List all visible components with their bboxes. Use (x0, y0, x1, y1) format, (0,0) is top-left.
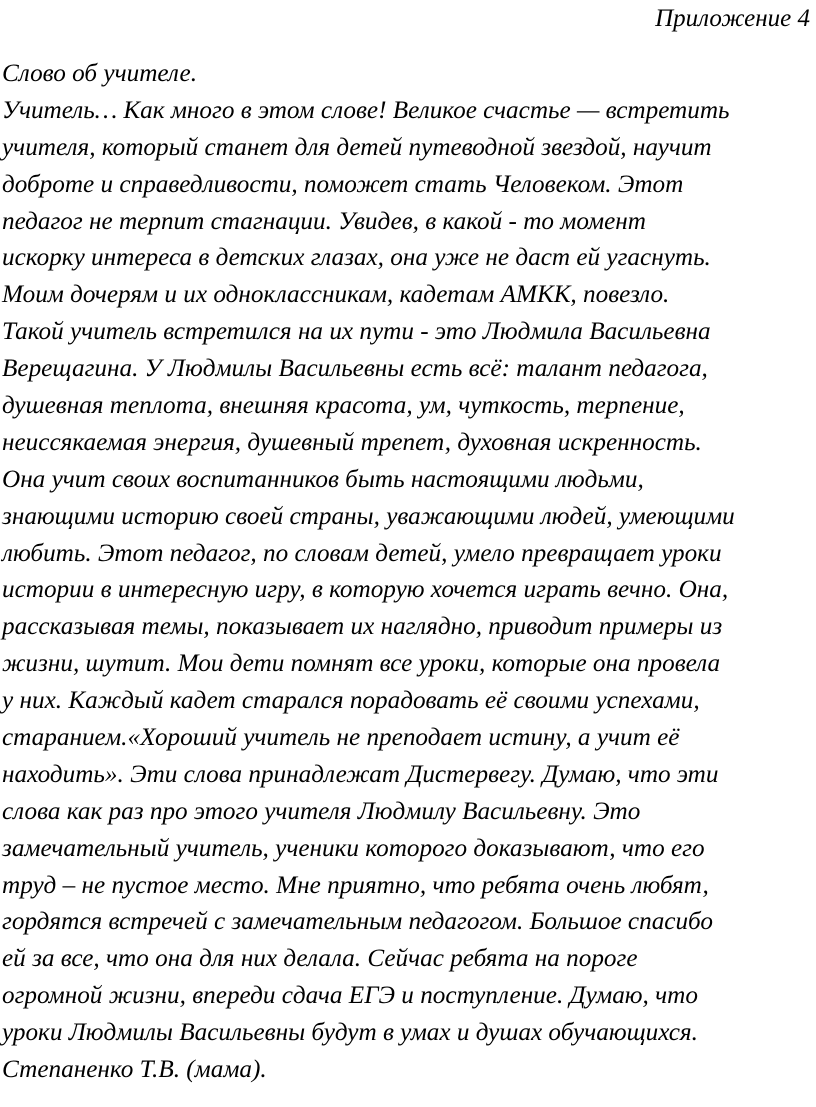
text-line: неиссякаемая энергия, душевный трепет, духовная искренность. (2, 428, 702, 456)
text-line: огромной жизни, впереди сдача ЕГЭ и поступление. Думаю, что (2, 982, 698, 1010)
text-line: рассказывая темы, показывает их наглядно, приводит примеры из (2, 613, 723, 641)
text-line: слова как раз про этого учителя Людмилу Васильевну. Это (2, 797, 641, 825)
text-line: гордятся встречей с замечательным педагогом. Большое спасибо (2, 908, 713, 936)
text-line: истории в интересную игру, в которую хочется играть вечно. Она, (2, 576, 729, 604)
text-line: любить. Этот педагог, по словам детей, умело превращает уроки (2, 539, 722, 567)
text-line: Учитель… Как много в этом слове! Великое счастье — встретить (2, 96, 730, 124)
text-line: Верещагина. У Людмилы Васильевны есть всё: талант педагога, (2, 355, 708, 383)
text-line: жизни, шутит. Мои дети помнят все уроки, которые она провела (2, 650, 721, 678)
letter-title: Слово об учителе. (2, 60, 198, 87)
text-line: у них. Каждый кадет старался порадовать её своими успехами, (2, 687, 700, 715)
text-line: старанием.«Хороший учитель не преподает истину, а учит её (2, 724, 680, 752)
text-line: труд – не пустое место. Мне приятно, что ребята очень любят, (2, 871, 709, 899)
text-line: искорку интереса в детских глазах, она уже не даст ей угаснуть. (2, 244, 711, 272)
text-line: замечательный учитель, ученики которого доказывают, что его (2, 834, 705, 862)
appendix-label: Приложение 4 (655, 5, 810, 32)
author-signature: Степаненко Т.В. (мама). (2, 1056, 267, 1084)
text-line: душевная теплота, внешняя красота, ум, чуткость, терпение, (2, 392, 685, 420)
text-line: Такой учитель встретился на их пути - это Людмила Васильевна (2, 318, 711, 346)
text-line: ей за все, что она для них делала. Сейчас ребята на пороге (2, 945, 638, 973)
text-line: доброте и справедливости, поможет стать Человеком. Этот (2, 170, 684, 198)
text-line: знающими историю своей страны, уважающими людей, умеющими (2, 502, 735, 530)
text-line: Моим дочерям и их одноклассникам, кадетам АМКК, повезло. (2, 281, 670, 309)
letter-body (2, 56, 814, 1089)
text-line: находить». Эти слова принадлежат Дистервегу. Думаю, что эти (2, 760, 719, 788)
text-line: учителя, который станет для детей путеводной звездой, научит (2, 133, 712, 161)
text-line: Она учит своих воспитанников быть настоящими людьми, (2, 465, 644, 493)
text-line: педагог не терпит стагнации. Увидев, в какой - то момент (2, 207, 646, 235)
text-line: уроки Людмилы Васильевны будут в умах и душах обучающихся. (2, 1019, 698, 1047)
